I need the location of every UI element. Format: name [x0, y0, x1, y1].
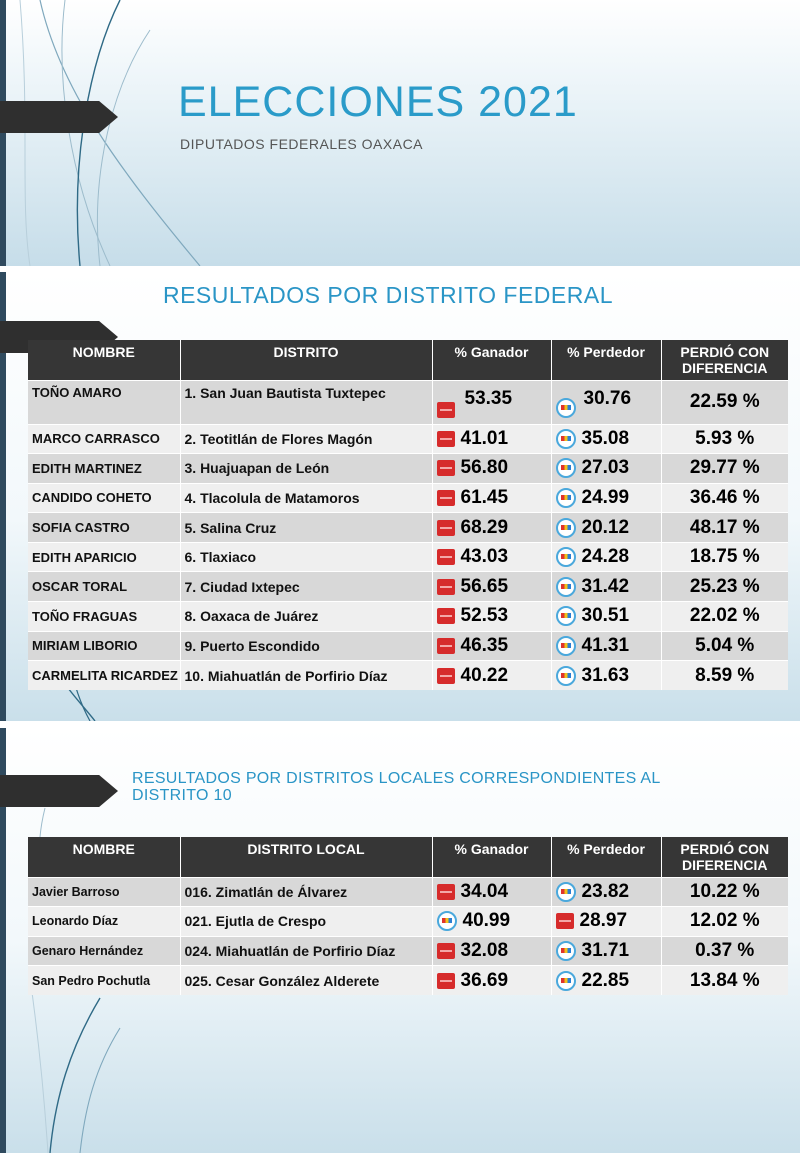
- table-row: [28, 513, 788, 543]
- candidate-name: MARCO CARRASCO: [28, 424, 180, 454]
- table-row: [28, 572, 788, 602]
- difference-value: 12.02 %: [661, 907, 788, 937]
- column-header-ganador: % Ganador: [432, 837, 551, 877]
- arrow-marker: [0, 775, 118, 807]
- page-subtitle: DIPUTADOS FEDERALES OAXACA: [180, 136, 424, 152]
- title-slide: [0, 0, 800, 266]
- column-header-ganador: % Ganador: [432, 340, 551, 380]
- difference-value: 13.84 %: [661, 966, 788, 996]
- table-row: [28, 907, 788, 937]
- candidate-name: TOÑO FRAGUAS: [28, 602, 180, 632]
- column-header-diferencia: PERDIÓ CON DIFERENCIA: [661, 837, 788, 877]
- loser-percent: 31.42: [581, 575, 630, 597]
- difference-value: 0.37 %: [661, 936, 788, 966]
- fuerza-por-mexico-logo-icon: [437, 638, 455, 654]
- column-header-nombre: NOMBRE: [28, 340, 180, 380]
- table-row: [28, 483, 788, 513]
- winner-cell: [432, 424, 551, 454]
- loser-percent: 24.28: [581, 546, 630, 568]
- difference-value: 22.02 %: [661, 602, 788, 632]
- loser-cell: [551, 631, 661, 661]
- winner-cell: [432, 877, 551, 907]
- table-row: [28, 631, 788, 661]
- table-header-row: [28, 837, 788, 877]
- candidate-name: MIRIAM LIBORIO: [28, 631, 180, 661]
- va-por-mexico-logo-icon: [556, 458, 576, 478]
- column-header-distrito-local: DISTRITO LOCAL: [180, 837, 432, 877]
- winner-percent: 46.35: [460, 634, 509, 656]
- page-title: ELECCIONES 2021: [178, 78, 578, 126]
- winner-cell: [432, 380, 551, 424]
- loser-cell: [551, 513, 661, 543]
- fuerza-por-mexico-logo-icon: [437, 431, 455, 447]
- va-por-mexico-logo-icon: [556, 666, 576, 686]
- winner-cell: [432, 454, 551, 484]
- difference-value: 48.17 %: [661, 513, 788, 543]
- column-header-perdedor: % Perdedor: [551, 340, 661, 380]
- district-name: 3. Huajuapan de León: [180, 454, 432, 484]
- table-row: [28, 966, 788, 996]
- table-row: [28, 454, 788, 484]
- loser-cell: [551, 483, 661, 513]
- loser-percent: 22.85: [581, 969, 630, 991]
- column-header-nombre: NOMBRE: [28, 837, 180, 877]
- column-header-distrito: DISTRITO: [180, 340, 432, 380]
- district-name: 021. Ejutla de Crespo: [180, 907, 432, 937]
- district-name: 8. Oaxaca de Juárez: [180, 602, 432, 632]
- decorative-lines: [0, 0, 800, 266]
- loser-cell: [551, 424, 661, 454]
- column-header-perdedor: % Perdedor: [551, 837, 661, 877]
- loser-cell: [551, 602, 661, 632]
- va-por-mexico-logo-icon: [556, 547, 576, 567]
- fuerza-por-mexico-logo-icon: [437, 884, 455, 900]
- candidate-name: San Pedro Pochutla: [28, 966, 180, 996]
- loser-percent: 35.08: [581, 427, 630, 449]
- candidate-name: SOFIA CASTRO: [28, 513, 180, 543]
- winner-percent: 40.22: [460, 664, 509, 686]
- district-name: 5. Salina Cruz: [180, 513, 432, 543]
- loser-cell: [551, 572, 661, 602]
- winner-percent: 43.03: [460, 546, 509, 568]
- candidate-name: Genaro Hernández: [28, 936, 180, 966]
- loser-percent: 28.97: [579, 910, 628, 932]
- va-por-mexico-logo-icon: [556, 577, 576, 597]
- table-row: [28, 424, 788, 454]
- winner-cell: [432, 907, 551, 937]
- winner-percent: 61.45: [460, 486, 509, 508]
- loser-percent: 20.12: [581, 516, 630, 538]
- va-por-mexico-logo-icon: [556, 398, 576, 418]
- table-row: [28, 602, 788, 632]
- winner-percent: 36.69: [460, 969, 509, 991]
- loser-cell: [551, 907, 661, 937]
- winner-percent: 34.04: [460, 880, 509, 902]
- va-por-mexico-logo-icon: [556, 488, 576, 508]
- loser-cell: [551, 454, 661, 484]
- district-name: 025. Cesar González Alderete: [180, 966, 432, 996]
- federal-results-title: RESULTADOS POR DISTRITO FEDERAL: [162, 282, 614, 308]
- difference-value: 36.46 %: [661, 483, 788, 513]
- candidate-name: EDITH APARICIO: [28, 542, 180, 572]
- winner-percent: 41.01: [460, 427, 509, 449]
- fuerza-por-mexico-logo-icon: [437, 608, 455, 624]
- va-por-mexico-logo-icon: [556, 606, 576, 626]
- difference-value: 29.77 %: [661, 454, 788, 484]
- winner-percent: 56.80: [460, 457, 509, 479]
- loser-cell: [551, 936, 661, 966]
- candidate-name: CARMELITA RICARDEZ: [28, 661, 180, 691]
- winner-percent: 32.08: [460, 939, 509, 961]
- va-por-mexico-logo-icon: [556, 636, 576, 656]
- loser-percent: 31.63: [581, 664, 630, 686]
- va-por-mexico-logo-icon: [556, 518, 576, 538]
- fuerza-por-mexico-logo-icon: [437, 402, 455, 418]
- loser-percent: 27.03: [581, 457, 630, 479]
- candidate-name: OSCAR TORAL: [28, 572, 180, 602]
- va-por-mexico-logo-icon: [437, 911, 457, 931]
- table-row: [28, 877, 788, 907]
- candidate-name: Leonardo Díaz: [28, 907, 180, 937]
- fuerza-por-mexico-logo-icon: [437, 490, 455, 506]
- va-por-mexico-logo-icon: [556, 882, 576, 902]
- candidate-name: TOÑO AMARO: [28, 380, 180, 424]
- left-edge-bar: [0, 0, 6, 266]
- fuerza-por-mexico-logo-icon: [437, 579, 455, 595]
- difference-value: 25.23 %: [661, 572, 788, 602]
- winner-cell: [432, 513, 551, 543]
- table-header-row: [28, 340, 788, 380]
- federal-results-table: [28, 340, 788, 690]
- loser-cell: [551, 380, 661, 424]
- district-name: 016. Zimatlán de Álvarez: [180, 877, 432, 907]
- district-name: 1. San Juan Bautista Tuxtepec: [180, 380, 432, 424]
- winner-cell: [432, 936, 551, 966]
- difference-value: 18.75 %: [661, 542, 788, 572]
- loser-percent: 31.71: [581, 939, 630, 961]
- loser-percent: 30.76: [583, 388, 632, 409]
- difference-value: 22.59 %: [661, 380, 788, 424]
- district-name: 024. Miahuatlán de Porfirio Díaz: [180, 936, 432, 966]
- winner-cell: [432, 483, 551, 513]
- table-row: [28, 380, 788, 424]
- winner-cell: [432, 631, 551, 661]
- fuerza-por-mexico-logo-icon: [437, 520, 455, 536]
- va-por-mexico-logo-icon: [556, 941, 576, 961]
- loser-cell: [551, 542, 661, 572]
- winner-percent: 52.53: [460, 605, 509, 627]
- column-header-diferencia: PERDIÓ CON DIFERENCIA: [661, 340, 788, 380]
- winner-cell: [432, 966, 551, 996]
- table-row: [28, 936, 788, 966]
- fuerza-por-mexico-logo-icon: [437, 549, 455, 565]
- loser-percent: 23.82: [581, 880, 630, 902]
- loser-cell: [551, 966, 661, 996]
- winner-cell: [432, 602, 551, 632]
- district-name: 9. Puerto Escondido: [180, 631, 432, 661]
- local-results-title: RESULTADOS POR DISTRITOS LOCALES CORRESPONDIENTES AL DISTRITO 10: [132, 770, 661, 804]
- difference-value: 10.22 %: [661, 877, 788, 907]
- district-name: 2. Teotitlán de Flores Magón: [180, 424, 432, 454]
- winner-percent: 40.99: [462, 910, 511, 932]
- loser-percent: 30.51: [581, 605, 630, 627]
- winner-cell: [432, 661, 551, 691]
- winner-percent: 68.29: [460, 516, 509, 538]
- difference-value: 5.04 %: [661, 631, 788, 661]
- candidate-name: EDITH MARTINEZ: [28, 454, 180, 484]
- va-por-mexico-logo-icon: [556, 429, 576, 449]
- loser-percent: 24.99: [581, 486, 630, 508]
- arrow-marker: [0, 101, 118, 133]
- local-results-table: [28, 837, 788, 995]
- difference-value: 5.93 %: [661, 424, 788, 454]
- winner-percent: 56.65: [460, 575, 509, 597]
- loser-cell: [551, 877, 661, 907]
- district-name: 4. Tlacolula de Matamoros: [180, 483, 432, 513]
- fuerza-por-mexico-logo-icon: [437, 668, 455, 684]
- va-por-mexico-logo-icon: [556, 971, 576, 991]
- fuerza-por-mexico-logo-icon: [437, 973, 455, 989]
- candidate-name: Javier Barroso: [28, 877, 180, 907]
- fuerza-por-mexico-logo-icon: [437, 460, 455, 476]
- difference-value: 8.59 %: [661, 661, 788, 691]
- loser-percent: 41.31: [581, 634, 630, 656]
- district-name: 6. Tlaxiaco: [180, 542, 432, 572]
- district-name: 10. Miahuatlán de Porfirio Díaz: [180, 661, 432, 691]
- winner-cell: [432, 542, 551, 572]
- fuerza-por-mexico-logo-icon: [556, 913, 574, 929]
- table-row: [28, 661, 788, 691]
- loser-cell: [551, 661, 661, 691]
- winner-cell: [432, 572, 551, 602]
- district-name: 7. Ciudad Ixtepec: [180, 572, 432, 602]
- winner-percent: 53.35: [464, 388, 513, 409]
- candidate-name: CANDIDO COHETO: [28, 483, 180, 513]
- table-row: [28, 542, 788, 572]
- fuerza-por-mexico-logo-icon: [437, 943, 455, 959]
